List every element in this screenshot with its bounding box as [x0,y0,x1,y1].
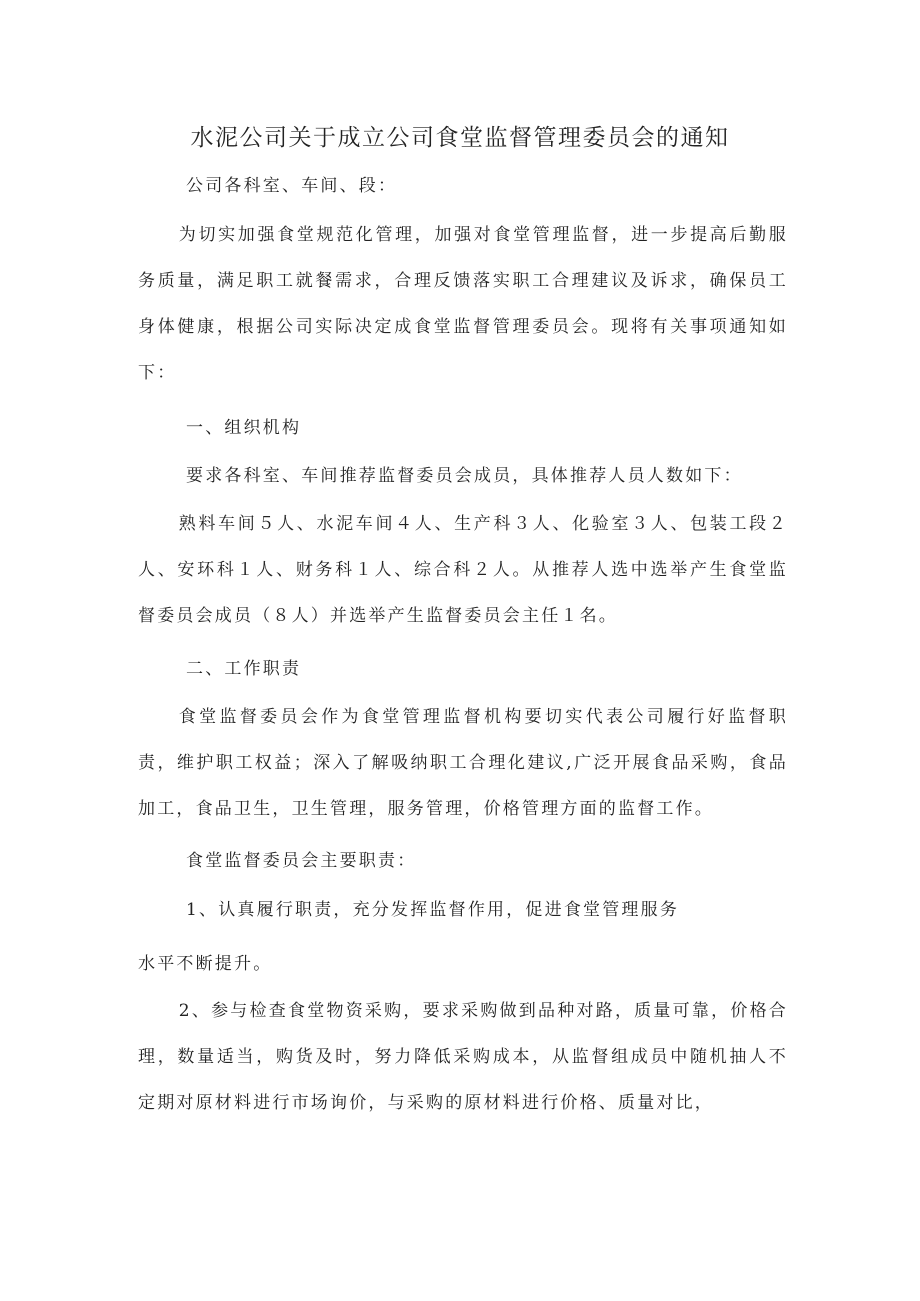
document-title: 水泥公司关于成立公司食堂监督管理委员会的通知 [190,125,730,151]
duty-item-1-line-1: 1、认真履行职责，充分发挥监督作用，促进食堂管理服务 [186,900,680,920]
main-duties-label: 食堂监督委员会主要职责： [186,851,417,871]
member-quota-paragraph: 熟料车间５人、水泥车间４人、生产科３人、化验室３人、包装工段２人、安环科１人、财务科１人、综合科２人。从推荐人选中选举产生食堂监督委员会成员（８人）并选举产生监督委员会主任１名。 [138,514,788,626]
section-heading-organization: 一、组织机构 [186,418,302,438]
section-heading-duties: 二、工作职责 [186,659,302,679]
intro-paragraph: 为切实加强食堂规范化管理，加强对食堂管理监督，进一步提高后勤服务质量，满足职工就餐需求，合理反馈落实职工合理建议及诉求，确保员工身体健康，根据公司实际决定成食堂监督管理委员会。现将有关事项通知如下： [138,225,788,383]
duty-item-2: 2、参与检查食堂物资采购，要求采购做到品种对路，质量可靠，价格合理，数量适当，购货及时，努力降低采购成本，从监督组成员中随机抽人不定期对原材料进行市场询价，与采购的原材料进行价格、质量对比， [138,1001,788,1113]
duty-item-1-line-2: 水平不断提升。 [138,954,273,974]
salutation: 公司各科室、车间、段： [186,176,398,196]
duties-paragraph: 食堂监督委员会作为食堂管理监督机构要切实代表公司履行好监督职责，维护职工权益；深入了解吸纳职工合理化建议,广泛开展食品采购，食品加工，食品卫生，卫生管理，服务管理，价格管理方面的监督工作。 [138,707,788,819]
recommendation-paragraph: 要求各科室、车间推荐监督委员会成员，具体推荐人员人数如下： [186,466,743,486]
